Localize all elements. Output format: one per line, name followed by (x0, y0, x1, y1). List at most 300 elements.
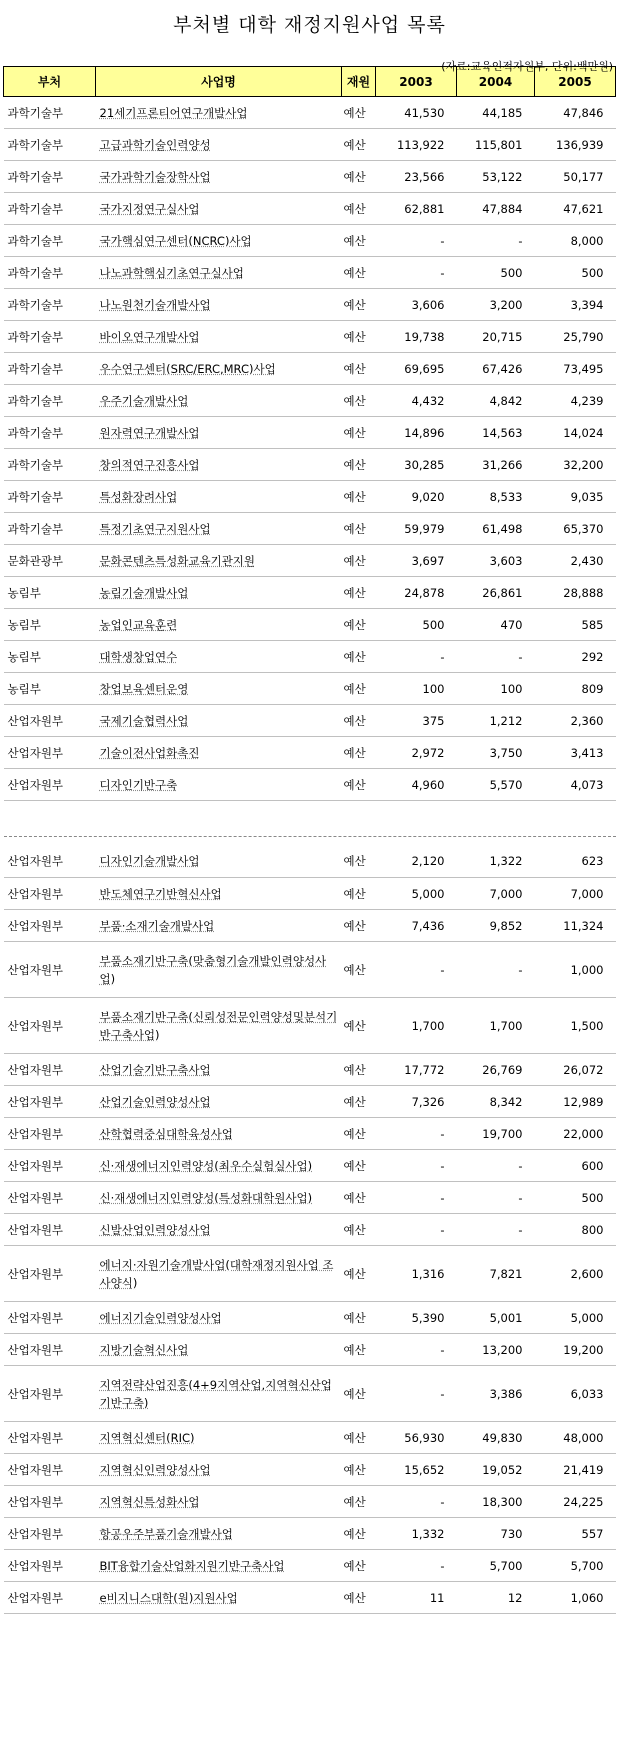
cell-2004: 1,322 (457, 846, 535, 878)
cell-2004: 1,700 (457, 998, 535, 1054)
cell-2003: 3,606 (376, 289, 457, 321)
cell-2005: 623 (535, 846, 616, 878)
cell-project: 신발산업인력양성사업 (96, 1214, 342, 1246)
cell-project: 특성화장려사업 (96, 481, 342, 513)
cell-2005: 557 (535, 1518, 616, 1550)
cell-fund: 예산 (342, 673, 376, 705)
cell-dept: 과학기술부 (4, 129, 96, 161)
cell-project: 국제기술협력사업 (96, 705, 342, 737)
cell-2005: 5,700 (535, 1550, 616, 1582)
cell-fund: 예산 (342, 1086, 376, 1118)
cell-2003: 59,979 (376, 513, 457, 545)
table-row (4, 481, 616, 513)
table-row (4, 417, 616, 449)
cell-fund: 예산 (342, 225, 376, 257)
cell-dept: 산업자원부 (4, 769, 96, 801)
cell-2003: 2,120 (376, 846, 457, 878)
table-row (4, 910, 616, 942)
cell-2004: 3,750 (457, 737, 535, 769)
cell-2003: 41,530 (376, 97, 457, 129)
cell-project: 우수연구센터(SRC/ERC,MRC)사업 (96, 353, 342, 385)
cell-2003: 1,332 (376, 1518, 457, 1550)
cell-project: 지방기술혁신사업 (96, 1334, 342, 1366)
cell-project: 문화콘텐츠특성화교육기관지원 (96, 545, 342, 577)
table-row (4, 577, 616, 609)
cell-2005: 48,000 (535, 1422, 616, 1454)
cell-2005: 7,000 (535, 878, 616, 910)
cell-fund: 예산 (342, 1486, 376, 1518)
cell-2004: 26,861 (457, 577, 535, 609)
table-row (4, 878, 616, 910)
cell-2003: 2,972 (376, 737, 457, 769)
cell-2003: 100 (376, 673, 457, 705)
cell-2004: 1,212 (457, 705, 535, 737)
table-body-part2 (4, 846, 616, 1614)
cell-2004: - (457, 942, 535, 998)
cell-fund: 예산 (342, 769, 376, 801)
table-row (4, 1486, 616, 1518)
cell-2004: 9,852 (457, 910, 535, 942)
cell-dept: 과학기술부 (4, 481, 96, 513)
cell-2004: 13,200 (457, 1334, 535, 1366)
cell-dept: 산업자원부 (4, 1182, 96, 1214)
cell-dept: 농림부 (4, 577, 96, 609)
table-row (4, 769, 616, 801)
header-dept: 부처 (4, 67, 96, 97)
cell-2004: 26,769 (457, 1054, 535, 1086)
cell-2004: 61,498 (457, 513, 535, 545)
cell-fund: 예산 (342, 1366, 376, 1422)
cell-2005: 4,073 (535, 769, 616, 801)
cell-2005: 26,072 (535, 1054, 616, 1086)
cell-dept: 농림부 (4, 641, 96, 673)
cell-fund: 예산 (342, 353, 376, 385)
cell-2003: 17,772 (376, 1054, 457, 1086)
cell-dept: 산업자원부 (4, 998, 96, 1054)
table-body-part1 (4, 97, 616, 801)
cell-2003: 5,390 (376, 1302, 457, 1334)
cell-dept: 과학기술부 (4, 385, 96, 417)
cell-fund: 예산 (342, 129, 376, 161)
table-row (4, 705, 616, 737)
cell-dept: 산업자원부 (4, 1150, 96, 1182)
cell-project: 항공우주부품기술개발사업 (96, 1518, 342, 1550)
cell-2003: - (376, 1550, 457, 1582)
cell-dept: 산업자원부 (4, 1118, 96, 1150)
cell-project: 반도체연구기반혁신사업 (96, 878, 342, 910)
cell-project: 국가지정연구실사업 (96, 193, 342, 225)
header-2005: 2005 (535, 67, 616, 97)
cell-dept: 과학기술부 (4, 257, 96, 289)
cell-2004: 18,300 (457, 1486, 535, 1518)
cell-fund: 예산 (342, 1422, 376, 1454)
cell-2004: 3,386 (457, 1366, 535, 1422)
cell-project: 디자인기술개발사업 (96, 846, 342, 878)
table-row (4, 545, 616, 577)
cell-fund: 예산 (342, 481, 376, 513)
table-row (4, 846, 616, 878)
cell-fund: 예산 (342, 1582, 376, 1614)
cell-project: 우주기술개발사업 (96, 385, 342, 417)
cell-2005: 1,060 (535, 1582, 616, 1614)
cell-2005: 19,200 (535, 1334, 616, 1366)
cell-2004: 8,342 (457, 1086, 535, 1118)
cell-dept: 산업자원부 (4, 1454, 96, 1486)
cell-2004: 19,700 (457, 1118, 535, 1150)
cell-project: 대학생창업연수 (96, 641, 342, 673)
cell-2005: 1,000 (535, 942, 616, 998)
table-row (4, 1214, 616, 1246)
cell-2005: 47,846 (535, 97, 616, 129)
page-break (4, 801, 616, 846)
table-row (4, 289, 616, 321)
table-row (4, 1582, 616, 1614)
cell-2004: 14,563 (457, 417, 535, 449)
cell-fund: 예산 (342, 321, 376, 353)
cell-fund: 예산 (342, 1334, 376, 1366)
cell-project: 디자인기반구축 (96, 769, 342, 801)
table-row (4, 1118, 616, 1150)
cell-2003: - (376, 225, 457, 257)
cell-dept: 산업자원부 (4, 846, 96, 878)
cell-dept: 산업자원부 (4, 705, 96, 737)
cell-2005: 2,430 (535, 545, 616, 577)
cell-2005: 1,500 (535, 998, 616, 1054)
cell-2003: 7,436 (376, 910, 457, 942)
table-row (4, 1422, 616, 1454)
cell-project: 에너지기술인력양성사업 (96, 1302, 342, 1334)
budget-table (3, 66, 616, 1614)
cell-project: 창의적연구진흥사업 (96, 449, 342, 481)
cell-fund: 예산 (342, 705, 376, 737)
cell-project: 21세기프론티어연구개발사업 (96, 97, 342, 129)
cell-project: e비지니스대학(원)지원사업 (96, 1582, 342, 1614)
cell-fund: 예산 (342, 97, 376, 129)
cell-project: 산학협력중심대학육성사업 (96, 1118, 342, 1150)
cell-2005: 25,790 (535, 321, 616, 353)
cell-2005: 136,939 (535, 129, 616, 161)
cell-2003: - (376, 257, 457, 289)
cell-project: 부품소재기반구축(맞춤형기술개발인력양성사업) (96, 942, 342, 998)
cell-2004: 100 (457, 673, 535, 705)
cell-2004: - (457, 1150, 535, 1182)
cell-dept: 산업자원부 (4, 1550, 96, 1582)
cell-2003: 4,432 (376, 385, 457, 417)
cell-fund: 예산 (342, 1054, 376, 1086)
cell-project: 지역혁신인력양성사업 (96, 1454, 342, 1486)
cell-2004: 730 (457, 1518, 535, 1550)
cell-fund: 예산 (342, 737, 376, 769)
cell-2003: 11 (376, 1582, 457, 1614)
cell-project: 나노과학핵심기초연구실사업 (96, 257, 342, 289)
cell-2003: 3,697 (376, 545, 457, 577)
table-row (4, 641, 616, 673)
cell-2003: 30,285 (376, 449, 457, 481)
cell-2003: 1,700 (376, 998, 457, 1054)
cell-fund: 예산 (342, 385, 376, 417)
cell-dept: 과학기술부 (4, 161, 96, 193)
cell-2005: 3,413 (535, 737, 616, 769)
cell-project: 원자력연구개발사업 (96, 417, 342, 449)
cell-dept: 과학기술부 (4, 225, 96, 257)
header-2003: 2003 (376, 67, 457, 97)
cell-2005: 24,225 (535, 1486, 616, 1518)
cell-2004: 7,000 (457, 878, 535, 910)
cell-fund: 예산 (342, 1454, 376, 1486)
cell-dept: 산업자원부 (4, 1518, 96, 1550)
cell-dept: 농림부 (4, 609, 96, 641)
table-row (4, 129, 616, 161)
cell-project: 특정기초연구지원사업 (96, 513, 342, 545)
cell-2004: 44,185 (457, 97, 535, 129)
cell-project: 바이오연구개발사업 (96, 321, 342, 353)
table-row (4, 1366, 616, 1422)
cell-2005: 6,033 (535, 1366, 616, 1422)
cell-fund: 예산 (342, 1550, 376, 1582)
cell-fund: 예산 (342, 910, 376, 942)
cell-fund: 예산 (342, 878, 376, 910)
cell-dept: 산업자원부 (4, 1302, 96, 1334)
cell-dept: 산업자원부 (4, 910, 96, 942)
cell-2004: 5,001 (457, 1302, 535, 1334)
cell-2004: 470 (457, 609, 535, 641)
cell-dept: 산업자원부 (4, 1214, 96, 1246)
cell-2004: 49,830 (457, 1422, 535, 1454)
cell-2004: 19,052 (457, 1454, 535, 1486)
header-fund: 재원 (342, 67, 376, 97)
cell-dept: 과학기술부 (4, 417, 96, 449)
cell-2003: 4,960 (376, 769, 457, 801)
source-note: (자료:교육인적자원부, 단위:백만원) (441, 60, 613, 73)
cell-2003: 375 (376, 705, 457, 737)
page-break-line (4, 836, 616, 837)
table-row (4, 257, 616, 289)
table-row (4, 737, 616, 769)
cell-fund: 예산 (342, 577, 376, 609)
table-row (4, 1302, 616, 1334)
cell-2005: 47,621 (535, 193, 616, 225)
cell-2005: 809 (535, 673, 616, 705)
cell-2003: - (376, 1150, 457, 1182)
cell-fund: 예산 (342, 161, 376, 193)
cell-dept: 산업자원부 (4, 1422, 96, 1454)
cell-fund: 예산 (342, 846, 376, 878)
cell-2003: - (376, 1214, 457, 1246)
cell-dept: 과학기술부 (4, 193, 96, 225)
cell-2005: 500 (535, 257, 616, 289)
cell-2003: 56,930 (376, 1422, 457, 1454)
cell-fund: 예산 (342, 1518, 376, 1550)
cell-dept: 과학기술부 (4, 97, 96, 129)
cell-2004: 500 (457, 257, 535, 289)
cell-dept: 산업자원부 (4, 942, 96, 998)
cell-2003: - (376, 942, 457, 998)
table-row (4, 321, 616, 353)
page-title: 부처별 대학 재정지원사업 목록 (173, 14, 446, 36)
cell-2004: 3,200 (457, 289, 535, 321)
cell-project: 나노원천기술개발사업 (96, 289, 342, 321)
cell-2005: 12,989 (535, 1086, 616, 1118)
cell-fund: 예산 (342, 289, 376, 321)
cell-2003: - (376, 1118, 457, 1150)
header-2004: 2004 (457, 67, 535, 97)
table-row (4, 449, 616, 481)
cell-project: 국가과학기술장학사업 (96, 161, 342, 193)
cell-2004: 5,700 (457, 1550, 535, 1582)
cell-2004: 8,533 (457, 481, 535, 513)
cell-2004: 115,801 (457, 129, 535, 161)
cell-2004: 31,266 (457, 449, 535, 481)
cell-2005: 73,495 (535, 353, 616, 385)
cell-dept: 산업자원부 (4, 878, 96, 910)
cell-2004: 7,821 (457, 1246, 535, 1302)
cell-project: 국가핵심연구센터(NCRC)사업 (96, 225, 342, 257)
cell-2005: 8,000 (535, 225, 616, 257)
cell-project: 창업보육센터운영 (96, 673, 342, 705)
table-row (4, 1054, 616, 1086)
cell-dept: 과학기술부 (4, 289, 96, 321)
cell-dept: 과학기술부 (4, 513, 96, 545)
cell-project: 산업기술기반구축사업 (96, 1054, 342, 1086)
table-row (4, 998, 616, 1054)
cell-2003: 23,566 (376, 161, 457, 193)
table-row (4, 942, 616, 998)
table-row (4, 225, 616, 257)
cell-dept: 산업자원부 (4, 1054, 96, 1086)
table-row (4, 1182, 616, 1214)
cell-project: 에너지·자원기술개발사업(대학재정지원사업 조사양식) (96, 1246, 342, 1302)
cell-fund: 예산 (342, 1246, 376, 1302)
cell-project: 기술이전사업화촉진 (96, 737, 342, 769)
table-row (4, 193, 616, 225)
cell-2005: 22,000 (535, 1118, 616, 1150)
table-row (4, 1334, 616, 1366)
cell-fund: 예산 (342, 193, 376, 225)
cell-2005: 14,024 (535, 417, 616, 449)
cell-fund: 예산 (342, 417, 376, 449)
cell-2004: - (457, 1214, 535, 1246)
table-row (4, 673, 616, 705)
cell-project: BIT융합기술산업화지원기반구축사업 (96, 1550, 342, 1582)
cell-2004: 5,570 (457, 769, 535, 801)
cell-dept: 문화관광부 (4, 545, 96, 577)
cell-2003: 24,878 (376, 577, 457, 609)
cell-2003: 113,922 (376, 129, 457, 161)
cell-2003: 9,020 (376, 481, 457, 513)
cell-project: 부품소재기반구축(신뢰성전문인력양성및분석기반구축사업) (96, 998, 342, 1054)
cell-project: 농림기술개발사업 (96, 577, 342, 609)
table-row (4, 161, 616, 193)
cell-2003: 500 (376, 609, 457, 641)
cell-fund: 예산 (342, 449, 376, 481)
cell-project: 부품·소재기술개발사업 (96, 910, 342, 942)
header-project: 사업명 (96, 67, 342, 97)
cell-dept: 농림부 (4, 673, 96, 705)
cell-fund: 예산 (342, 1118, 376, 1150)
cell-2004: 53,122 (457, 161, 535, 193)
cell-fund: 예산 (342, 545, 376, 577)
cell-2005: 9,035 (535, 481, 616, 513)
cell-2005: 500 (535, 1182, 616, 1214)
cell-fund: 예산 (342, 998, 376, 1054)
cell-2003: - (376, 1366, 457, 1422)
cell-fund: 예산 (342, 1182, 376, 1214)
cell-2005: 800 (535, 1214, 616, 1246)
cell-dept: 산업자원부 (4, 1086, 96, 1118)
cell-2004: 67,426 (457, 353, 535, 385)
cell-2005: 600 (535, 1150, 616, 1182)
cell-dept: 산업자원부 (4, 1366, 96, 1422)
cell-dept: 산업자원부 (4, 1334, 96, 1366)
cell-2004: 4,842 (457, 385, 535, 417)
cell-2005: 3,394 (535, 289, 616, 321)
cell-fund: 예산 (342, 1214, 376, 1246)
cell-2005: 50,177 (535, 161, 616, 193)
cell-2003: - (376, 1334, 457, 1366)
cell-2003: - (376, 641, 457, 673)
cell-project: 신·재생에너지인력양성(최우수실험실사업) (96, 1150, 342, 1182)
cell-project: 산업기술인력양성사업 (96, 1086, 342, 1118)
cell-fund: 예산 (342, 1302, 376, 1334)
cell-dept: 산업자원부 (4, 737, 96, 769)
cell-fund: 예산 (342, 257, 376, 289)
cell-2004: 20,715 (457, 321, 535, 353)
table-row (4, 1246, 616, 1302)
table-row (4, 609, 616, 641)
cell-2003: 62,881 (376, 193, 457, 225)
cell-dept: 산업자원부 (4, 1582, 96, 1614)
cell-2005: 2,360 (535, 705, 616, 737)
cell-2004: 12 (457, 1582, 535, 1614)
cell-project: 고급과학기술인력양성 (96, 129, 342, 161)
cell-dept: 산업자원부 (4, 1486, 96, 1518)
cell-2005: 21,419 (535, 1454, 616, 1486)
cell-2003: 69,695 (376, 353, 457, 385)
cell-dept: 과학기술부 (4, 449, 96, 481)
cell-2004: - (457, 1182, 535, 1214)
cell-2005: 28,888 (535, 577, 616, 609)
cell-dept: 과학기술부 (4, 321, 96, 353)
table-row (4, 513, 616, 545)
cell-fund: 예산 (342, 942, 376, 998)
cell-2003: 1,316 (376, 1246, 457, 1302)
cell-2003: 5,000 (376, 878, 457, 910)
cell-fund: 예산 (342, 641, 376, 673)
table-row (4, 1086, 616, 1118)
cell-fund: 예산 (342, 513, 376, 545)
table-row (4, 97, 616, 129)
cell-2004: - (457, 641, 535, 673)
cell-2004: 3,603 (457, 545, 535, 577)
cell-project: 농업인교육훈련 (96, 609, 342, 641)
cell-project: 지역혁신센터(RIC) (96, 1422, 342, 1454)
cell-2005: 585 (535, 609, 616, 641)
cell-2005: 11,324 (535, 910, 616, 942)
table-row (4, 1454, 616, 1486)
cell-2005: 4,239 (535, 385, 616, 417)
cell-2003: - (376, 1486, 457, 1518)
cell-fund: 예산 (342, 609, 376, 641)
cell-2004: - (457, 225, 535, 257)
cell-dept: 산업자원부 (4, 1246, 96, 1302)
cell-2005: 2,600 (535, 1246, 616, 1302)
cell-project: 신·재생에너지인력양성(특성화대학원사업) (96, 1182, 342, 1214)
cell-2003: 19,738 (376, 321, 457, 353)
table-row (4, 1518, 616, 1550)
cell-dept: 과학기술부 (4, 353, 96, 385)
cell-2005: 32,200 (535, 449, 616, 481)
cell-2003: - (376, 1182, 457, 1214)
